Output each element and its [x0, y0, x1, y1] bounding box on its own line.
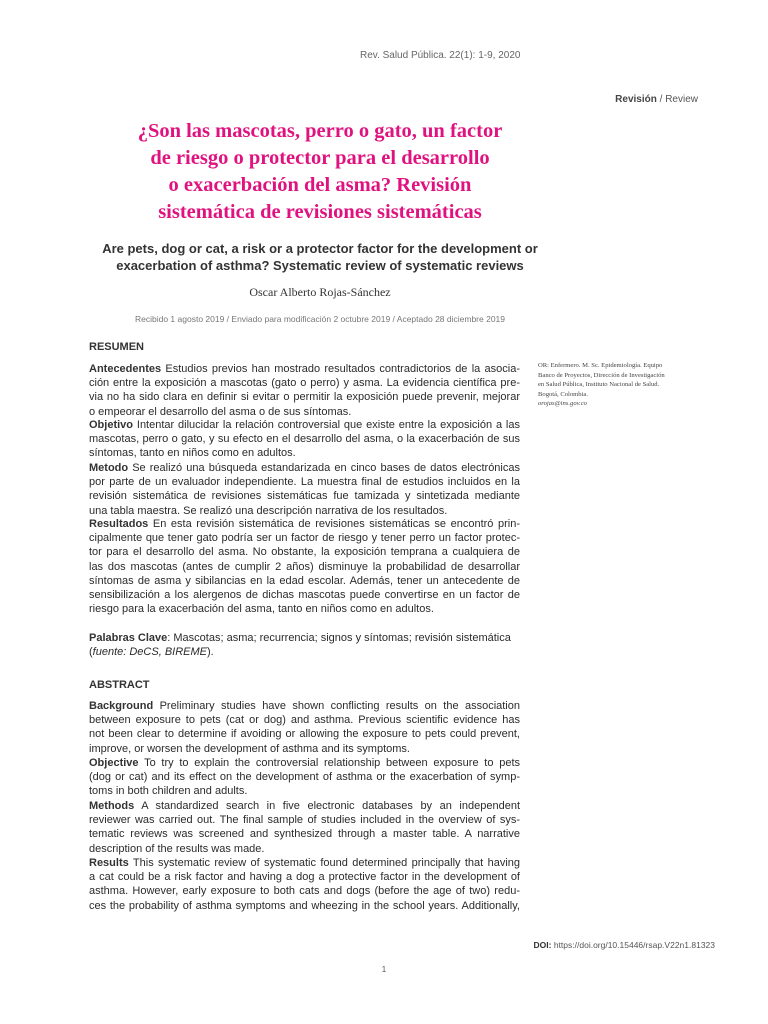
affiliation-line: Bogotá, Colombia. — [538, 390, 589, 398]
text-line: Objective To try to explain the controversial relationship between exposure to pets — [89, 757, 520, 769]
metodo-label: Metodo — [89, 462, 129, 474]
title-line: sistemática de revisiones sistemáticas — [158, 201, 482, 223]
abstract-heading: ABSTRACT — [89, 679, 150, 691]
doi-label: DOI: — [533, 940, 552, 950]
section-separator: / — [656, 94, 666, 105]
doi-line — [480, 940, 715, 950]
journal-citation: Rev. Salud Pública. 22(1): 1-9, 2020 — [360, 50, 521, 61]
author-affiliation — [538, 361, 708, 409]
keywords-label: Palabras Clave — [89, 632, 168, 644]
text-line: las dos mascotas (antes de cumplir 2 años) disminuye la probabilidad de desarrollar — [89, 560, 520, 573]
methods-label: Methods — [89, 800, 135, 812]
text-line: Metodo Se realizó una búsqueda estandarizada en cinco bases de datos electrónicas — [89, 462, 520, 474]
antecedentes-label: Antecedentes — [89, 363, 162, 375]
title-line: Are pets, dog or cat, a risk or a protector factor for the development or — [102, 241, 538, 256]
text-line: Resultados En esta revisión sistemática de revisiones sistemáticas se encontró prin- — [89, 518, 520, 530]
abstract-results — [89, 856, 520, 913]
affiliation-line: Banco de Proyectos, Dirección de Investigación — [538, 371, 665, 379]
text-line: síntomas, tanto en niños como en adultos. — [89, 447, 296, 460]
article-title-spanish — [70, 118, 570, 226]
text-line: revisión sistemática de revisiones sistemáticas fue tamizada y sintetizada mediante — [89, 490, 520, 503]
abstract-methods — [89, 799, 520, 856]
text-line: riesgo para la exacerbación del asma, tanto en niños como en adultos. — [89, 603, 434, 616]
text-line: Results This systematic review of systematic found determined principally that having — [89, 857, 520, 869]
objective-label: Objective — [89, 757, 139, 769]
text-line: ción entre la exposición a mascotas (gato o perro) y asma. La evidencia científica pre- — [89, 377, 520, 390]
text-line: between exposure to pets (cat or dog) and asthma. Previous scientific evidence has — [89, 714, 520, 727]
text-line: reviewer was carried out. The final sample of studies included in the overview of sys- — [89, 814, 520, 827]
text-line: sensibilización a los alergenos de dichas mascotas puede convertirse en un factor de — [89, 589, 520, 602]
page-number: 1 — [381, 965, 387, 974]
submission-dates: Recibido 1 agosto 2019 / Enviado para modificación 2 octubre 2019 / Aceptado 28 diciembre 2019 — [135, 314, 505, 324]
resumen-keywords — [89, 631, 520, 659]
resumen-heading: RESUMEN — [89, 341, 145, 353]
text-line: Objetivo Intentar dilucidar la relación controversial que existe entre la exposición a las — [89, 419, 520, 431]
text-line: síntomas de asma y sibilancias en la edad escolar. Además, tener un antecedente de — [89, 574, 520, 587]
text-line: improve, or worsen the development of asthma and its symptoms. — [89, 742, 410, 755]
text-line: (dog or cat) and its effect on the development of asthma or the exacerbation of symp- — [89, 771, 520, 784]
section-label-es: Revisión — [615, 94, 657, 105]
resumen-resultados — [89, 517, 520, 616]
text-line: ces the probability of asthma symptoms and wheezing in the school years. Additionally, — [89, 899, 520, 912]
text-line: por parte de un evaluador independiente. La muestra final de estudios incluidos en la — [89, 476, 520, 489]
title-line: de riesgo o protector para el desarrollo — [150, 147, 490, 169]
text-line: toms in both children and adults. — [89, 785, 248, 798]
resumen-antecedentes — [89, 362, 520, 419]
objetivo-label: Objetivo — [89, 419, 134, 431]
text-line: not been clear to determine if avoiding or allowing the exposure to pets could prevent, — [89, 728, 520, 741]
text-line: description of the results was made. — [89, 842, 265, 855]
text-line: Background Preliminary studies have shown conflicting results on the association — [89, 700, 520, 712]
text-line: asthma. However, early exposure to both cats and dogs (before the age of two) redu- — [89, 885, 520, 898]
text-line: Antecedentes Estudios previos han mostrado resultados contradictorios de la asocia- — [89, 363, 520, 375]
doi-link[interactable]: https://doi.org/10.15446/rsap.V22n1.81323 — [551, 940, 715, 950]
results-label: Results — [89, 857, 129, 869]
text-line: via no ha sido clara en definir si evitar o permitir la exposición puede prevenir, mejorar — [89, 391, 520, 404]
title-line: exacerbation of asthma? Systematic review of systematic reviews — [116, 258, 524, 273]
affiliation-line: en Salud Pública, Instituto Nacional de Salud. — [538, 381, 660, 388]
resumen-metodo — [89, 461, 520, 518]
abstract-background — [89, 699, 520, 756]
text-line: o empeorar el desarrollo del asma o de sus síntomas. — [89, 405, 352, 418]
text-line: (fuente: DeCS, BIREME). — [89, 646, 214, 659]
text-line: tor para el desarrollo del asma. No obstante, la exposición temprana a cualquiera de — [89, 546, 520, 559]
section-label — [560, 94, 698, 105]
section-label-en: Review — [665, 94, 698, 105]
resumen-objetivo — [89, 418, 520, 461]
text-line: mascotas, perro o gato, y su efecto en el desarrollo del asma, o la exacerbación de sus — [89, 433, 520, 446]
author-name: Oscar Alberto Rojas-Sánchez — [249, 285, 391, 299]
affiliation-line: OR: Enfermero. M. Sc. Epidemiología. Equipo — [538, 362, 663, 369]
background-label: Background — [89, 700, 154, 712]
text-line: tematic reviews was screened and synthesized through a master table. A narrative — [89, 828, 520, 841]
text-line: Methods A standardized search in five electronic databases by an independent — [89, 800, 520, 812]
title-line: ¿Son las mascotas, perro o gato, un factor — [137, 120, 503, 142]
article-title-english — [60, 240, 580, 274]
keywords-source: fuente: DeCS, BIREME — [92, 646, 207, 659]
author-email[interactable]: orojas@ins.gov.co — [538, 400, 587, 407]
resultados-label: Resultados — [89, 518, 149, 530]
text-line: Palabras Clave: Mascotas; asma; recurrencia; signos y síntomas; revisión sistemática — [89, 632, 511, 644]
text-line: cipalmente que tener gato podría ser un factor de riesgo y tener perro un factor protec- — [89, 532, 520, 545]
text-line: a cat could be a risk factor and having a dog a protective factor in the development of — [89, 871, 520, 884]
title-line: o exacerbación del asma? Revisión — [168, 174, 472, 196]
text-line: una tabla maestra. Se realizó una descripción narrativa de los resultados. — [89, 504, 448, 517]
abstract-objective — [89, 756, 520, 799]
